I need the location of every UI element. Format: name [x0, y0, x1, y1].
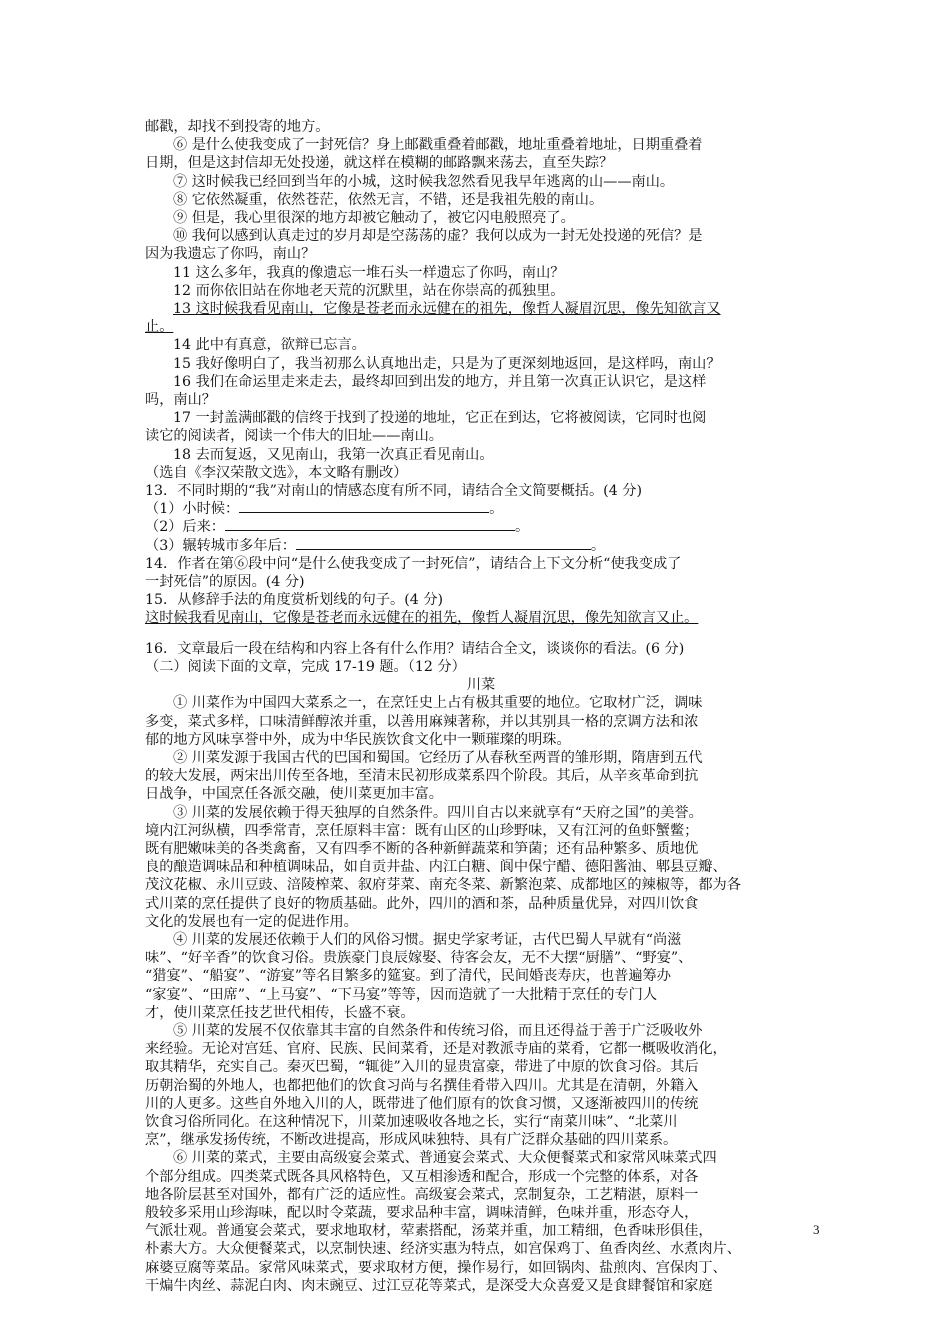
- paragraph-7: ⑦ 这时候我已经回到当年的小城，这时候我忽然看见我早年逃离的山——南山。: [173, 173, 675, 190]
- section-two-heading: （二）阅读下面的文章，完成 17-19 题。（12 分）: [145, 658, 466, 675]
- text-line: 一封死信”的原因。(4 分): [145, 574, 305, 591]
- text-line: 朴素大方。大众便餐菜式，以烹制快速、经济实惠为特点，如宫保鸡丁、鱼香肉丝、水煮肉片、: [145, 1241, 741, 1258]
- text-line: 境内江河纵横，四季常青，烹任原料丰富：既有山区的山珍野味，又有江河的鱼虾蟹鳖；: [145, 822, 699, 839]
- text-line: 川的人更多。这些自外地入川的人，既带进了他们原有的饮食习惯，又逐渐被四川的传统: [145, 1095, 699, 1112]
- question-14: 14．作者在第⑥段中问“是什么使我变成了一封死信”，请结合上下文分析“使我变成了: [145, 555, 682, 572]
- text-line: 干煸牛肉丝、蒜泥白肉、肉末豌豆、过江豆花等菜式，是深受大众喜爱又是食肆餐馆和家庭: [145, 1277, 713, 1294]
- answer-line-3: （3）辗转城市多年后： 。: [145, 537, 606, 554]
- paragraph-8: ⑧ 它依然凝重，依然苍茫，依然无言，不错，还是我祖先般的南山。: [173, 191, 604, 208]
- paragraph-17: 17 一封盖满邮戳的信终于找到了投递的地址，它正在到达，它将被阅读，它同时也阅: [173, 410, 707, 427]
- text-line: 因为我遗忘了你吗，南山？: [145, 246, 316, 263]
- article-paragraph-3: ③ 川菜的发展依赖于得天独厚的自然条件。四川自古以来就享有“天府之国”的美誉。: [173, 804, 703, 821]
- text-line: 郁的地方风味享誉中外，成为中华民族饮食文化中一颗璀璨的明珠。: [145, 731, 571, 748]
- text-line: 味”、“好辛香”的饮食习俗。贵族豪门良辰嫁娶、待客会友，无不大摆“厨膳”、“野宴”、: [145, 950, 693, 967]
- text-line: 既有肥嫩味美的各类禽畜，又有四季不断的各种新鲜蔬菜和笋菌；还有品种繁多、质地优: [145, 840, 699, 857]
- answer-blank[interactable]: [225, 518, 515, 531]
- article-paragraph-2: ② 川菜发源于我国古代的巴国和蜀国。它经历了从春秋至两晋的雏形期，隋唐到五代: [173, 749, 703, 766]
- text-line: 个部分组成。四类菜式既各具风格特色，又互相渗透和配合，形成一个完整的体系，对各: [145, 1168, 699, 1185]
- text-line: 烹”，继承发扬传统，不断改进提高，形成风味独特、具有广泛群众基础的四川菜系。: [145, 1132, 678, 1149]
- text-line: 多变，菜式多样，口味清鲜醇浓并重，以善用麻辣著称，并以其别具一格的烹调方法和浓: [145, 713, 699, 730]
- underlined-sentence-end: 止。: [145, 319, 174, 336]
- text-line: 取其精华，充实自己。秦灭巴蜀，“辄徙”入川的显贵富豪，带进了中原的饮食习俗。其后: [145, 1059, 699, 1076]
- text-line: 日战争，中国烹任各派交融，使川菜更加丰富。: [145, 786, 443, 803]
- text-line: 邮戳，却找不到投寄的地方。: [145, 119, 330, 135]
- question-15: 15．从修辞手法的角度赏析划线的句子。(4 分): [145, 592, 444, 609]
- underlined-sentence-repeat: 这时候我看见南山，它像是苍老而永远健在的祖先，像哲人凝眉沉思，像先知欲言又止。: [145, 610, 699, 627]
- article-paragraph-4: ④ 川菜的发展还依赖于人们的风俗习惯。据史学家考证，古代巴蜀人早就有“尚滋: [173, 931, 682, 948]
- source-note: （选自《李汉荣散文选》，本文略有删改）: [145, 464, 408, 481]
- text-line: 式川菜的烹任提供了良好的物质基础。此外，四川的酒和茶，品种质量优异，对四川饮食: [145, 895, 699, 912]
- paragraph-11: 11 这么多年，我真的像遗忘一堆石头一样遗忘了你吗，南山？: [173, 264, 565, 281]
- text-line: 良的酿造调味品和种植调味品，如自贡井盐、内江白糖、阆中保宁醋、德阳酱油、郫县豆瓣、: [145, 859, 727, 876]
- text-line: 才，使川菜烹任技艺世代相传，长盛不衰。: [145, 1004, 415, 1021]
- text-line: 读它的阅读者，阅读一个伟大的旧址——南山。: [145, 428, 443, 445]
- answer-blank[interactable]: [296, 537, 591, 550]
- paragraph-15: 15 我好像明白了，我当初那么认真地出走，只是为了更深刻地返回，是这样吗，南山？: [173, 355, 721, 372]
- paragraph-12: 12 而你依旧站在你地老天荒的沉默里，站在你崇高的孤独里。: [173, 282, 565, 299]
- answer-blank[interactable]: [239, 500, 489, 513]
- text-line: 文化的发展也有一定的促进作用。: [145, 913, 358, 930]
- paragraph-14: 14 此中有真意，欲辩已忘言。: [173, 337, 366, 354]
- text-line: 来经验。无论对宫廷、官府、民族、民间菜肴，还是对教派寺庙的菜肴，它都一概吸收消化，: [145, 1041, 727, 1058]
- paragraph-6: ⑥ 是什么使我变成了一封死信？身上邮戳重叠着邮戳，地址重叠着地址，日期重叠着: [173, 137, 703, 154]
- question-13: 13．不同时期的“我”对南山的情感态度有所不同，请结合全文简要概括。(4 分): [145, 483, 642, 500]
- article-title: 川菜: [466, 677, 496, 694]
- paragraph-9: ⑨ 但是，我心里很深的地方却被它触动了，被它闪电般照亮了。: [173, 210, 575, 227]
- answer-line-1: （1）小时候： 。: [145, 501, 504, 518]
- underlined-sentence: 13 这时候我看见南山，它像是苍老而永远健在的祖先，像哲人凝眉沉思，像先知欲言又: [173, 301, 721, 318]
- paragraph-18: 18 去而复返，又见南山，我第一次真正看见南山。: [173, 446, 494, 463]
- text-line: 般较多采用山珍海味，配以时令菜蔬，要求品种丰富，调味清鲜，色味并重，形态夺人，: [145, 1204, 699, 1221]
- text-line: 麻婆豆腐等菜品。家常风味菜式，要求取材方便，操作易行，如回锅肉、盐煎肉、宫保肉丁、: [145, 1259, 727, 1276]
- answer-line-2: （2）后来： 。: [145, 519, 530, 536]
- text-line: 饮食习俗所同化。在这种情况下，川菜加速吸收各地之长，实行“南菜川味”、“北菜川: [145, 1113, 678, 1130]
- page-number: 3: [813, 1222, 820, 1237]
- document-page: [145, 118, 817, 1295]
- text-line: “家宴”、“田席”、“上马宴”、“下马宴”等等，因而造就了一大批精于烹任的专门人: [145, 986, 658, 1003]
- text-line: 的较大发展，两宋出川传至各地，至清末民初形成菜系四个阶段。其后，从辛亥革命到抗: [145, 768, 699, 785]
- question-16: 16．文章最后一段在结构和内容上各有什么作用？请结合全文，谈谈你的看法。(6 分): [145, 640, 685, 657]
- text-line: 日期，但是这封信却无处投递，就这样在模糊的邮路飘来荡去，直至失踪？: [145, 155, 614, 172]
- paragraph-10: ⑩ 我何以感到认真走过的岁月却是空荡荡的虚？我何以成为一封无处投递的死信？是: [173, 228, 703, 245]
- text-line: 茂汶花椒、永川豆豉、涪陵榨菜、叙府芽菜、南充冬菜、新繁泡菜、成都地区的辣椒等，都为各: [145, 877, 741, 894]
- text-line: 气派壮观。普通宴会菜式，要求地取材，荤素搭配，汤菜并重，加工精细，色香味形俱佳，: [145, 1223, 713, 1240]
- article-paragraph-6: ⑥ 川菜的菜式，主要由高级宴会菜式、普通宴会菜式、大众便餐菜式和家常风味菜式四: [173, 1150, 717, 1167]
- text-line: 地各阶层甚至对国外，都有广泛的适应性。高级宴会菜式，烹制复杂，工艺精湛，原料一: [145, 1186, 699, 1203]
- paragraph-16: 16 我们在命运里走来走去，最终却回到出发的地方，并且第一次真正认识它，是这样: [173, 373, 707, 390]
- text-line: 历朝治蜀的外地人，也都把他们的饮食习尚与名撰佳肴带入四川。尤其是在清朝，外籍入: [145, 1077, 699, 1094]
- text-line: 吗，南山？: [145, 392, 216, 409]
- text-line: “猎宴”、“船宴”、“游宴”等名目繁多的筵宴。到了清代，民间婚丧寿庆，也普遍筹办: [145, 968, 671, 985]
- article-paragraph-5: ⑤ 川菜的发展不仅依靠其丰富的自然条件和传统习俗，而且还得益于善于广泛吸收外: [173, 1022, 703, 1039]
- article-paragraph-1: ① 川菜作为中国四大菜系之一，在烹饪史上占有极其重要的地位。它取材广泛，调味: [173, 695, 703, 712]
